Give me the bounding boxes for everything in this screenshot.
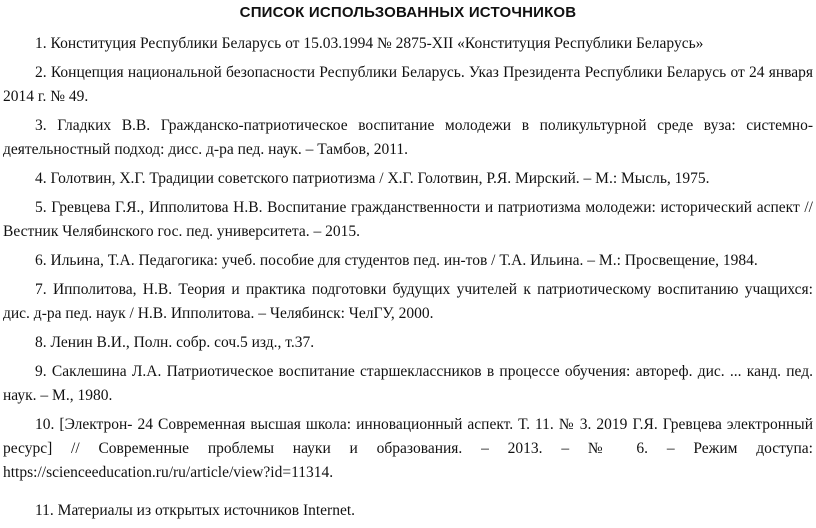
source-entry-10 <box>3 413 813 485</box>
sources-list <box>3 32 813 528</box>
source-entry-7: 7. Ипполитова, Н.В. Теория и практика подготовки будущих учителей к патриотическому воспитанию учащихся: дис. д-ра пед. наук / Н.В. Ипполитова. – Челябинск: ЧелГУ, 2000. <box>3 281 813 322</box>
source-entry-5: 5. Гревцева Г.Я., Ипполитова Н.В. Воспитание гражданственности и патриотизма молодежи: исторический аспект // Вестник Челябинского гос. пед. университета. – 2015. <box>3 199 813 240</box>
document-title: СПИСОК ИСПОЛЬЗОВАННЫХ ИСТОЧНИКОВ <box>239 4 577 21</box>
source-entry-10-url[interactable]: https://scienceeducation.ru/ru/article/view?id=11314 <box>3 464 330 481</box>
source-entry-10-tail: . <box>329 464 334 481</box>
source-entry-2: 2. Концепция национальной безопасности Республики Беларусь. Указ Президента Республики Беларусь от 24 января 2014 г. № 49. <box>3 64 813 105</box>
source-entry-8: 8. Ленин В.И., Полн. собр. соч.5 изд., т.37. <box>35 334 315 351</box>
source-entry-1: 1. Конституция Республики Беларусь от 15.03.1994 № 2875-XII «Конституция Республики Беларусь» <box>35 35 704 52</box>
source-entry-10-text: 10. [Электрон- 24 Современная высшая школа: инновационный аспект. Т. 11. № 3. 2019 Г.Я. Гревцева электронный ресурс] // Современные проблемы науки и образования. – 2013. – № 6. – Режим доступа: <box>3 416 813 457</box>
source-entry-11: 11. Материалы из открытых источников Internet. <box>35 502 356 519</box>
source-entry-9: 9. Саклешина Л.А. Патриотическое воспитание старшеклассников в процессе обучения: автореф. дис. ... канд. пед. наук. – М., 1980. <box>3 363 813 404</box>
source-entry-3: 3. Гладких В.В. Гражданско-патриотическое воспитание молодежи в поликультурной среде вуза: системно-деятельностный подход: дисс. д-ра пед. наук. – Тамбов, 2011. <box>3 117 813 158</box>
source-entry-6: 6. Ильина, Т.А. Педагогика: учеб. пособие для студентов пед. ин-тов / Т.А. Ильина. – М.: Просвещение, 1984. <box>35 252 758 269</box>
source-entry-4: 4. Голотвин, Х.Г. Традиции советского патриотизма / Х.Г. Голотвин, Р.Я. Мирский. – М.: Мысль, 1975. <box>35 170 710 187</box>
